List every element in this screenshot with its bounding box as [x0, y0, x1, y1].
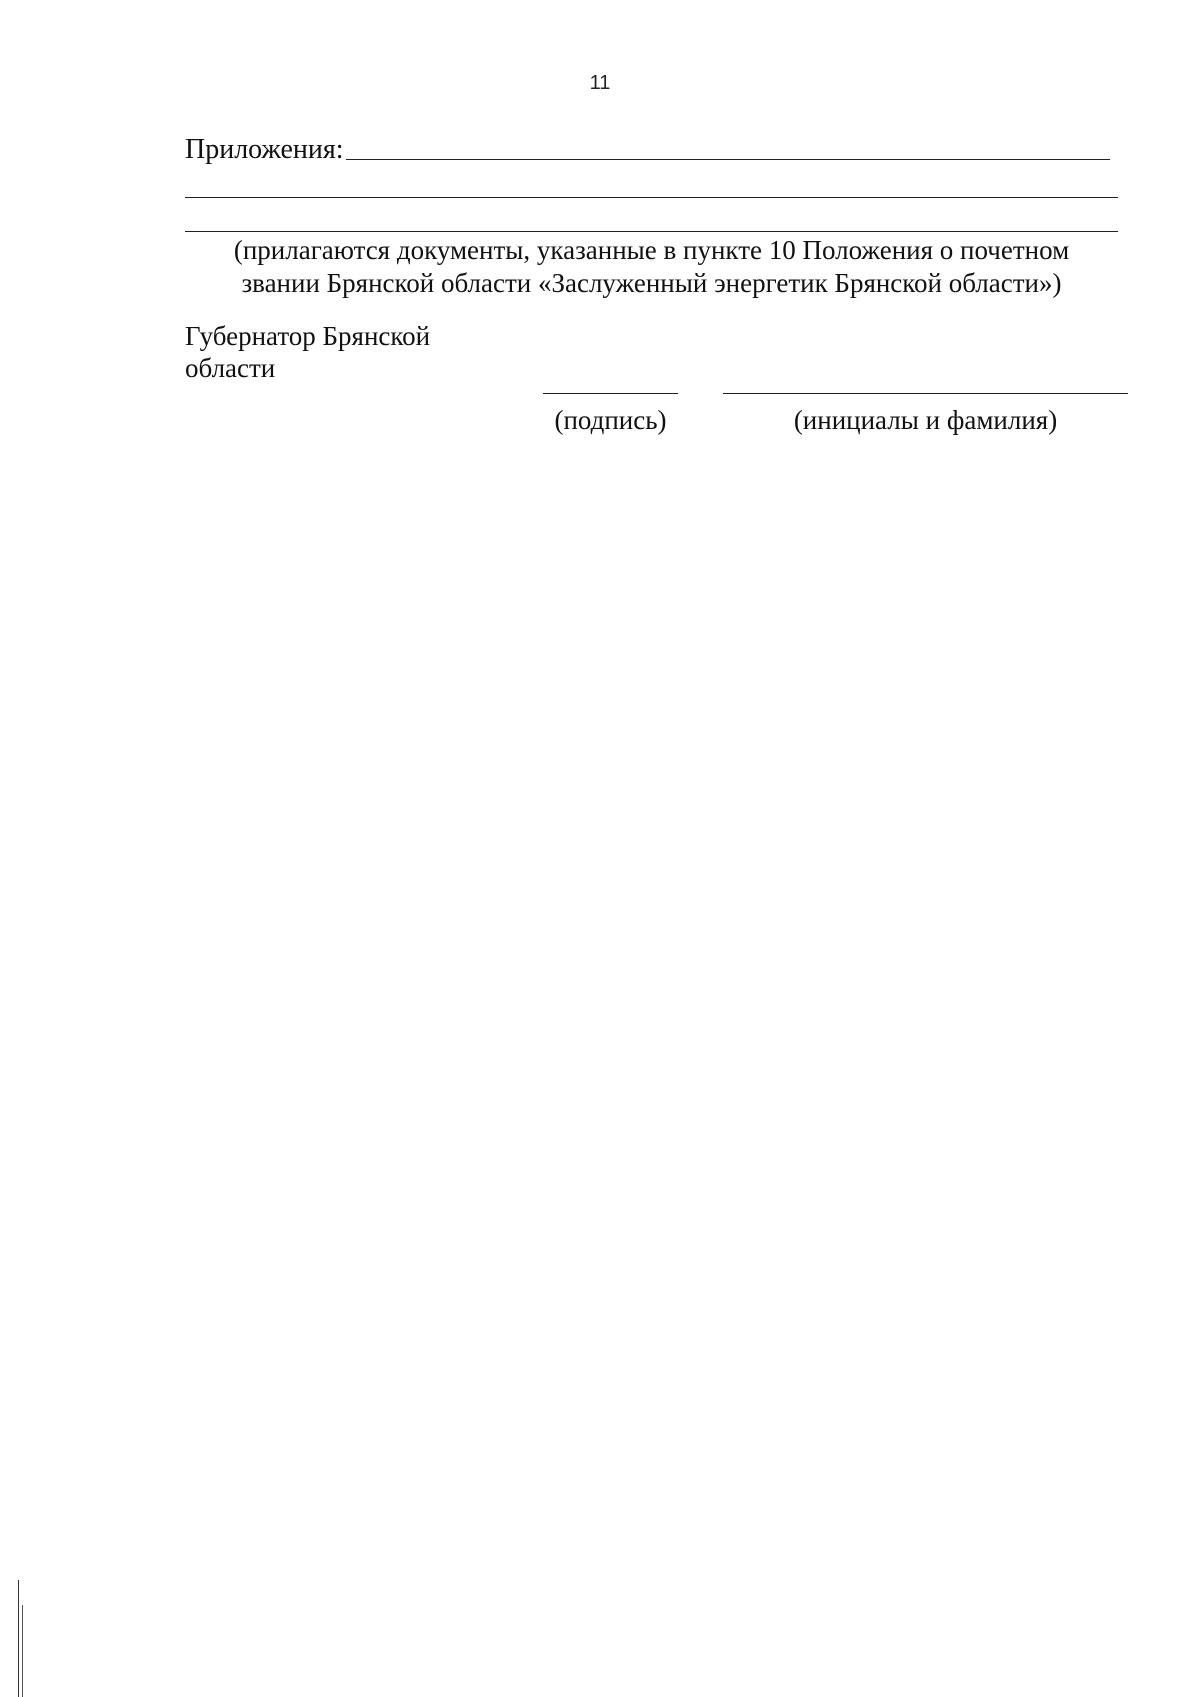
attachments-note-line-2: звании Брянской области «Заслуженный энергетик Брянской области») — [241, 268, 1062, 298]
governor-title-line-1: Губернатор Брянской — [185, 321, 431, 351]
name-caption: (инициалы и фамилия) — [793, 405, 1058, 435]
governor-title-line-2: области — [185, 353, 276, 383]
attachments-note-line-1: (прилагаются документы, указанные в пункте 10 Положения о почетном — [233, 235, 1070, 265]
scan-margin-mark-2 — [22, 1605, 23, 1697]
attachments-label: Приложения: — [185, 134, 344, 165]
signature-line — [543, 393, 678, 394]
governor-title — [185, 320, 430, 384]
signature-caption: (подпись) — [554, 405, 667, 435]
attachments-note — [185, 234, 1118, 300]
page-number: 11 — [589, 72, 611, 94]
name-line — [723, 393, 1128, 394]
attachments-row — [185, 134, 1110, 166]
attachments-fill-line-2 — [185, 197, 1118, 198]
scan-margin-mark — [18, 1580, 19, 1697]
attachments-fill-line-3 — [185, 231, 1118, 232]
attachments-fill-line-1 — [346, 159, 1110, 160]
